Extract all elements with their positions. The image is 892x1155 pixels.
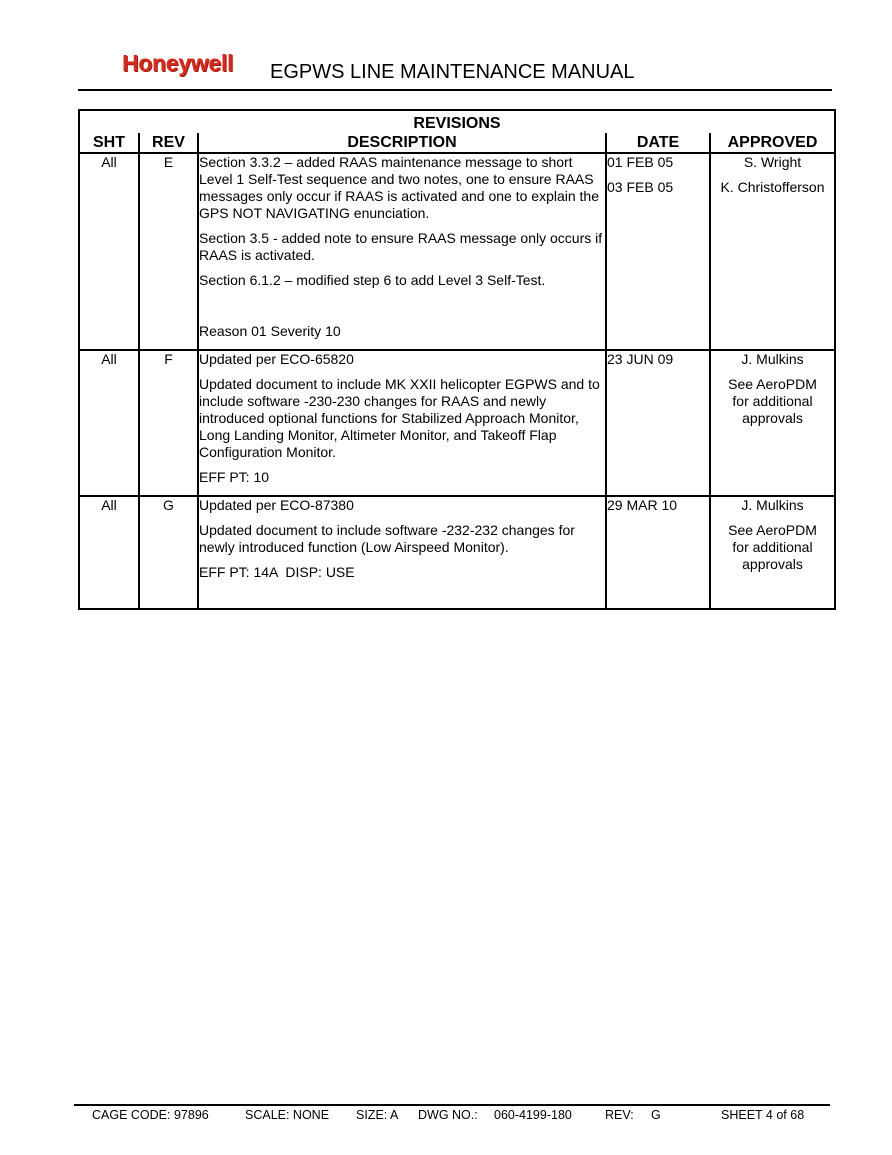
description-paragraph: EFF PT: 10 xyxy=(199,469,270,485)
description-paragraph: Updated per ECO-87380 xyxy=(199,497,354,513)
rev-cell: G xyxy=(139,496,198,609)
revisions-table xyxy=(78,109,836,610)
revision-value: G xyxy=(651,1108,661,1122)
rev-cell: E xyxy=(139,153,198,350)
description-cell xyxy=(198,496,606,609)
column-header-rev: REV xyxy=(139,133,198,153)
cage-code: CAGE CODE: 97896 xyxy=(92,1108,209,1122)
approved-cell xyxy=(710,350,835,496)
description-paragraph: Updated document to include MK XXII helicopter EGPWS and to include software -230-230 changes for RAAS and newly introduced optional functions for Stabilized Approach Monitor, Long Landing Monitor, Altimeter Monitor, and Takeoff Flap Configuration Monitor. xyxy=(199,376,600,460)
scale: SCALE: NONE xyxy=(245,1108,330,1122)
approved-cell xyxy=(710,496,835,609)
table-row xyxy=(79,496,835,609)
rev-cell: F xyxy=(139,350,198,496)
description-cell xyxy=(198,153,606,350)
date-cell xyxy=(606,153,710,350)
sht-cell: All xyxy=(79,496,139,609)
date-value: 03 FEB 05 xyxy=(607,179,674,195)
sht-cell: All xyxy=(79,153,139,350)
approver-name: J. Mulkins xyxy=(741,351,804,367)
table-row xyxy=(79,350,835,496)
document-title: EGPWS LINE MAINTENANCE MANUAL xyxy=(270,61,635,83)
approved-cell xyxy=(710,153,835,350)
sheet-number: SHEET 4 of 68 xyxy=(721,1108,805,1122)
revision-label: REV: xyxy=(605,1108,634,1122)
column-header-date: DATE xyxy=(606,133,710,153)
revisions-caption: REVISIONS xyxy=(79,110,835,133)
date-value: 01 FEB 05 xyxy=(607,154,674,170)
description-paragraph: Section 3.5 - added note to ensure RAAS message only occurs if RAAS is activated. xyxy=(199,230,603,263)
description-paragraph: Reason 01 Severity 10 xyxy=(199,323,341,339)
approver-name: J. Mulkins xyxy=(741,497,804,513)
description-paragraph: Section 3.3.2 – added RAAS maintenance message to short Level 1 Self-Test sequence and two notes, one to ensure RAAS messages only occur if RAAS is activated and one to explain the GPS NOT NAVIGATING enunciation. xyxy=(199,154,599,221)
date-cell xyxy=(606,496,710,609)
date-value: 23 JUN 09 xyxy=(607,351,674,367)
description-paragraph: Updated per ECO-65820 xyxy=(199,351,354,367)
drawing-number-label: DWG NO.: xyxy=(418,1108,478,1122)
approval-note: See AeroPDM for additional approvals xyxy=(728,376,817,426)
approver-name: K. Christofferson xyxy=(720,179,825,195)
approval-note: See AeroPDM for additional approvals xyxy=(728,522,817,572)
sht-cell: All xyxy=(79,350,139,496)
description-paragraph: EFF PT: 14A DISP: USE xyxy=(199,564,355,580)
description-paragraph: Section 6.1.2 – modified step 6 to add Level 3 Self-Test. xyxy=(199,272,546,288)
description-cell xyxy=(198,350,606,496)
description-paragraph: Updated document to include software -232-232 changes for newly introduced function (Low Airspeed Monitor). xyxy=(199,522,575,555)
drawing-number: 060-4199-180 xyxy=(494,1108,572,1122)
column-header-approved: APPROVED xyxy=(710,133,835,153)
header-divider xyxy=(78,89,832,91)
date-cell xyxy=(606,350,710,496)
approver-name: S. Wright xyxy=(743,154,802,170)
column-header-description: DESCRIPTION xyxy=(198,133,606,153)
footer-divider xyxy=(74,1104,830,1106)
column-header-sht: SHT xyxy=(79,133,139,153)
table-row xyxy=(79,153,835,350)
honeywell-logo: Honeywell xyxy=(122,50,234,76)
size: SIZE: A xyxy=(356,1108,399,1122)
date-value: 29 MAR 10 xyxy=(607,497,678,513)
